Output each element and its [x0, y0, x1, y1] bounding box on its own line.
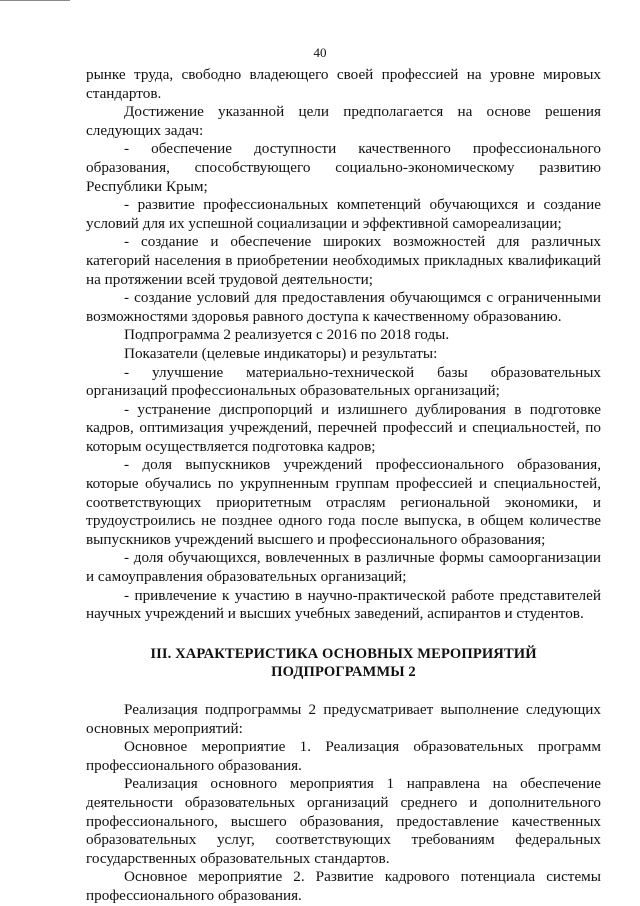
scan-edge-line	[0, 0, 70, 1]
indicator-item: - доля выпускников учреждений профессионального образования, которые обучались по укрупненным группам профессией и специальностей, соответствующих приоритетным отраслям региональной экономики, и трудоустроились не позднее одного года после выпуска, в общем количестве выпускников учреждений высшего и профессионального образования;	[86, 456, 601, 548]
task-item: - обеспечение доступности качественного профессионального образования, способствующего социально-экономическому развитию Республики Крым;	[86, 140, 601, 195]
indicator-item: - улучшение материально-технической базы образовательных организаций профессиональных образовательных организаций;	[86, 363, 601, 400]
paragraph: Основное мероприятие 1. Реализация образовательных программ профессионального образования.	[86, 738, 601, 774]
paragraph: Основное мероприятие 2. Развитие кадрового потенциала системы профессионального образования.	[86, 868, 601, 904]
paragraph: Показатели (целевые индикаторы) и результаты:	[124, 344, 438, 362]
page-number: 40	[313, 45, 327, 60]
document-body	[86, 66, 601, 906]
indicator-item: - устранение диспропорций и излишнего дублирования в подготовке кадров, оптимизация учреждений, перечней профессий и специальностей, по которым осуществляется подготовка кадров;	[86, 400, 601, 455]
paragraph: Достижение указанной цели предполагается на основе решения следующих задач:	[86, 103, 601, 139]
indicator-item: - доля обучающихся, вовлеченных в различные формы самоорганизации и самоуправления образовательных организаций;	[86, 549, 601, 586]
paragraph: рынке труда, свободно владеющего своей профессией на уровне мировых стандартов.	[86, 66, 601, 102]
task-item: - создание условий для предоставления обучающимся с ограниченными возможностями здоровья равного доступа к качественному образованию.	[86, 289, 601, 325]
section-heading: III. ХАРАКТЕРИСТИКА ОСНОВНЫХ МЕРОПРИЯТИЙ ПОДПРОГРАММЫ 2	[150, 645, 537, 681]
paragraph: Реализация основного мероприятия 1 направлена на обеспечение деятельности образовательных организаций среднего и дополнительного профессионального, высшего образования, предоставление качественных образовательных услуг, соответствующих требованиям федеральных государственных образовательных стандартов.	[86, 775, 601, 867]
paragraph: Реализация подпрограммы 2 предусматривает выполнение следующих основных мероприятий:	[86, 701, 601, 737]
task-item: - создание и обеспечение широких возможностей для различных категорий населения в приобретении необходимых прикладных квалификаций на протяжении всей трудовой деятельности;	[86, 233, 601, 288]
indicator-item: - привлечение к участию в научно-практической работе представителей научных учреждений и высших учебных заведений, аспирантов и студентов.	[86, 586, 601, 623]
paragraph: Подпрограмма 2 реализуется с 2016 по 2018 годы.	[124, 326, 450, 344]
task-item: - развитие профессиональных компетенций обучающихся и создание условий для их успешной социализации и эффективной самореализации;	[86, 196, 601, 232]
